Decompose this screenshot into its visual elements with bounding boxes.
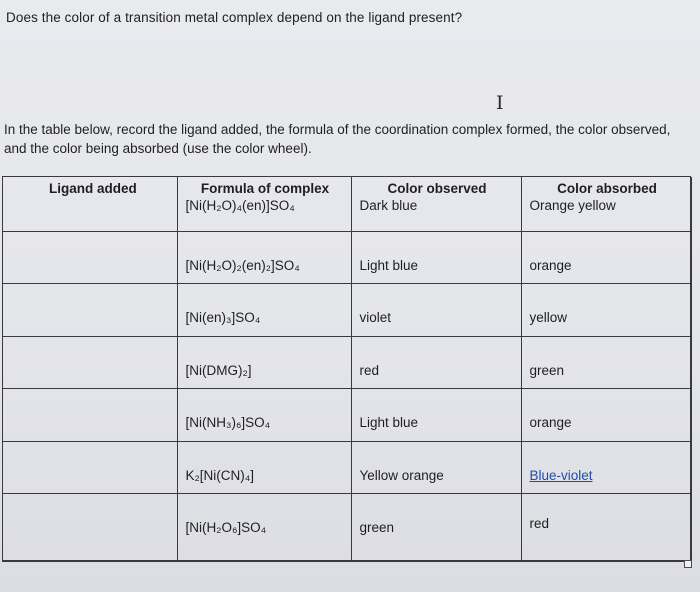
formula-cell: [Ni(en)₃]SO₄ bbox=[185, 309, 261, 325]
table-cell[interactable] bbox=[521, 493, 691, 561]
table-cell[interactable] bbox=[177, 336, 351, 388]
absorbed-cell: orange bbox=[529, 414, 572, 430]
table-cell[interactable] bbox=[351, 231, 521, 283]
table-cell[interactable] bbox=[3, 388, 177, 441]
formula-cell: [Ni(H₂O)₂(en)₂]SO₄ bbox=[185, 257, 300, 273]
formula-cell: K₂[Ni(CN)₄] bbox=[185, 467, 254, 483]
formula-cell: [Ni(NH₃)₆]SO₄ bbox=[185, 414, 271, 430]
table-cell[interactable] bbox=[3, 493, 177, 561]
table-cell[interactable] bbox=[177, 177, 351, 231]
table-cell[interactable] bbox=[351, 493, 521, 561]
table-cell[interactable] bbox=[3, 231, 177, 283]
table-cell[interactable] bbox=[351, 283, 521, 336]
table-cell[interactable] bbox=[3, 283, 177, 336]
table-cell[interactable] bbox=[351, 336, 521, 388]
table-row bbox=[3, 283, 691, 336]
observed-cell: green bbox=[359, 519, 395, 535]
table-row bbox=[3, 388, 691, 441]
header-formula: Formula of complex bbox=[200, 181, 330, 196]
table-cell[interactable] bbox=[3, 441, 177, 493]
table-cell[interactable] bbox=[3, 336, 177, 388]
table-cell[interactable] bbox=[521, 283, 691, 336]
absorbed-cell: Blue-violet bbox=[529, 467, 593, 483]
question-text: Does the color of a transition metal complex depend on the ligand present? bbox=[6, 10, 463, 25]
absorbed-cell: orange bbox=[529, 257, 572, 273]
absorbed-cell: red bbox=[529, 515, 550, 531]
formula-cell: [Ni(H₂O₆]SO₄ bbox=[185, 519, 267, 535]
observed-cell: Light blue bbox=[359, 257, 419, 273]
absorbed-cell: green bbox=[529, 362, 565, 378]
table-cell[interactable] bbox=[521, 231, 691, 283]
table-cell[interactable] bbox=[3, 177, 177, 231]
formula-cell: [Ni(H₂O)₄(en)]SO₄ bbox=[185, 198, 295, 213]
table-cell[interactable] bbox=[351, 441, 521, 493]
table-row bbox=[3, 493, 691, 561]
absorbed-cell: Orange yellow bbox=[529, 198, 616, 213]
text-cursor-icon: I bbox=[496, 92, 504, 114]
observed-cell: Yellow orange bbox=[359, 467, 444, 483]
table-cell[interactable] bbox=[177, 283, 351, 336]
table-cell[interactable] bbox=[351, 388, 521, 441]
observed-cell: red bbox=[359, 362, 380, 378]
observed-cell: Light blue bbox=[359, 414, 419, 430]
observed-cell: violet bbox=[359, 309, 392, 325]
table-row bbox=[3, 441, 691, 493]
table-resize-handle[interactable] bbox=[684, 560, 692, 568]
absorbed-cell: yellow bbox=[529, 309, 568, 325]
header-color-absorbed: Color absorbed bbox=[557, 181, 657, 196]
table-cell[interactable] bbox=[521, 388, 691, 441]
results-table bbox=[2, 176, 691, 562]
formula-cell: [Ni(DMG)₂] bbox=[185, 362, 252, 378]
table-cell[interactable] bbox=[177, 231, 351, 283]
observed-cell: Dark blue bbox=[359, 198, 418, 213]
table-cell[interactable] bbox=[177, 493, 351, 561]
table-cell[interactable] bbox=[351, 177, 521, 231]
instructions-text: In the table below, record the ligand added, the formula of the coordination complex formed, the color observed, and the color being absorbed (use the color wheel). bbox=[4, 122, 671, 156]
header-color-observed: Color observed bbox=[387, 181, 487, 196]
table-cell[interactable] bbox=[521, 441, 691, 493]
table-row bbox=[3, 177, 691, 231]
table-cell[interactable] bbox=[177, 441, 351, 493]
table-cell[interactable] bbox=[521, 177, 691, 231]
table-row bbox=[3, 231, 691, 283]
table-cell[interactable] bbox=[521, 336, 691, 388]
table-right-border bbox=[690, 176, 700, 566]
header-ligand-added: Ligand added bbox=[49, 181, 137, 196]
table-cell[interactable] bbox=[177, 388, 351, 441]
table-row bbox=[3, 336, 691, 388]
